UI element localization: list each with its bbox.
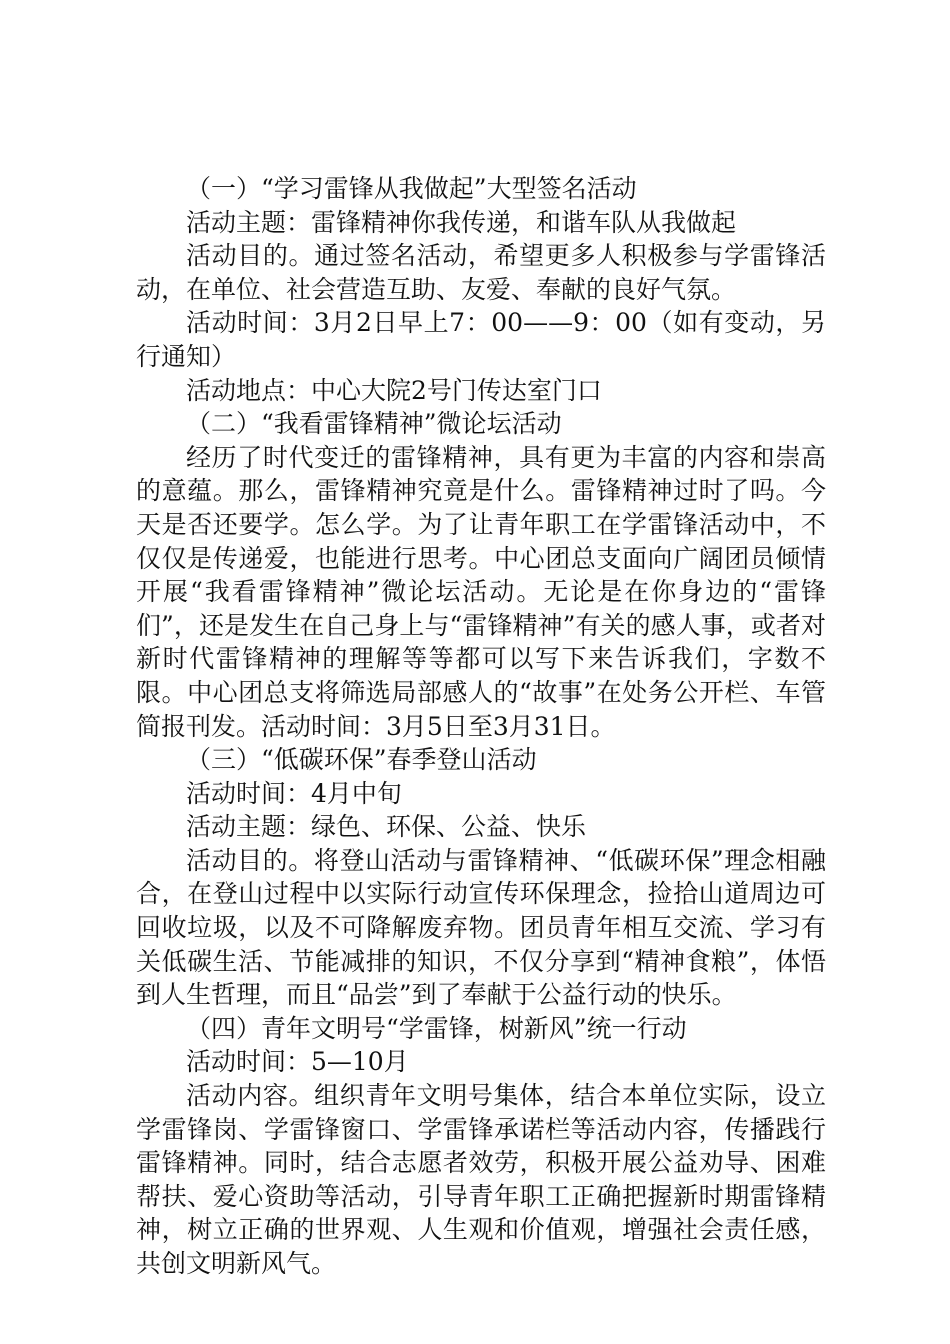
section-heading-4: （四）青年文明号“学雷锋，树新风”统一行动 [186, 1013, 687, 1043]
activity-time-3: 活动时间：4月中旬 [186, 778, 402, 808]
section-heading-2: （二）“我看雷锋精神”微论坛活动 [186, 409, 562, 439]
section-heading-1: （一）“学习雷锋从我做起”大型签名活动 [186, 174, 637, 203]
activity-time-4: 活动时间：5—10月 [186, 1047, 409, 1077]
activity-location-1: 活动地点：中心大院2号门传达室门口 [186, 375, 602, 405]
activity-theme-3: 活动主题：绿色、环保、公益、快乐 [186, 812, 587, 842]
section-2-body: 经历了时代变迁的雷锋精神，具有更为丰富的内容和崇高的意蕴。那么，雷锋精神究竟是什么。雷锋精神过时了吗。今天是否还要学。怎么学。为了让青年职工在学雷锋活动中，不仅仅是传递爱，也能进行思考。中心团总支面向广阔团员倾情开展“我看雷锋精神”微论坛活动。无论是在你身边的“雷锋们”，还是发生在自己身上与“雷锋精神”有关的感人事，或者对新时代雷锋精神的理解等等都可以写下来告诉我们，字数不限。中心团总支将筛选局部感人的“故事”在处务公开栏、车管简报刊发。活动时间：3月5日至3月31日。 [136, 442, 826, 741]
document-page [136, 172, 826, 1281]
activity-purpose-3: 活动目的。将登山活动与雷锋精神、“低碳环保”理念相融合，在登山过程中以实际行动宣传环保理念，捡拾山道周边可回收垃圾，以及不可降解废弃物。团员青年相互交流、学习有关低碳生活、节能减排的知识，不仅分享到“精神食粮”，体悟到人生哲理，而且“品尝”到了奉献于公益行动的快乐。 [136, 845, 826, 1010]
activity-time-1: 活动时间：3月2日早上7：00——9：00（如有变动，另行通知） [136, 308, 826, 371]
activity-theme-1: 活动主题：雷锋精神你我传递，和谐车队从我做起 [186, 207, 737, 237]
activity-purpose-1: 活动目的。通过签名活动，希望更多人积极参与学雷锋活动，在单位、社会营造互助、友爱、奉献的良好气氛。 [136, 241, 826, 304]
section-heading-3: （三）“低碳环保”春季登山活动 [186, 745, 537, 775]
activity-content-4: 活动内容。组织青年文明号集体，结合本单位实际，设立学雷锋岗、学雷锋窗口、学雷锋承诺栏等活动内容，传播践行雷锋精神。同时，结合志愿者效劳，积极开展公益劝导、困难帮扶、爱心资助等活动，引导青年职工正确把握新时期雷锋精神，树立正确的世界观、人生观和价值观，增强社会责任感，共创文明新风气。 [136, 1081, 826, 1278]
